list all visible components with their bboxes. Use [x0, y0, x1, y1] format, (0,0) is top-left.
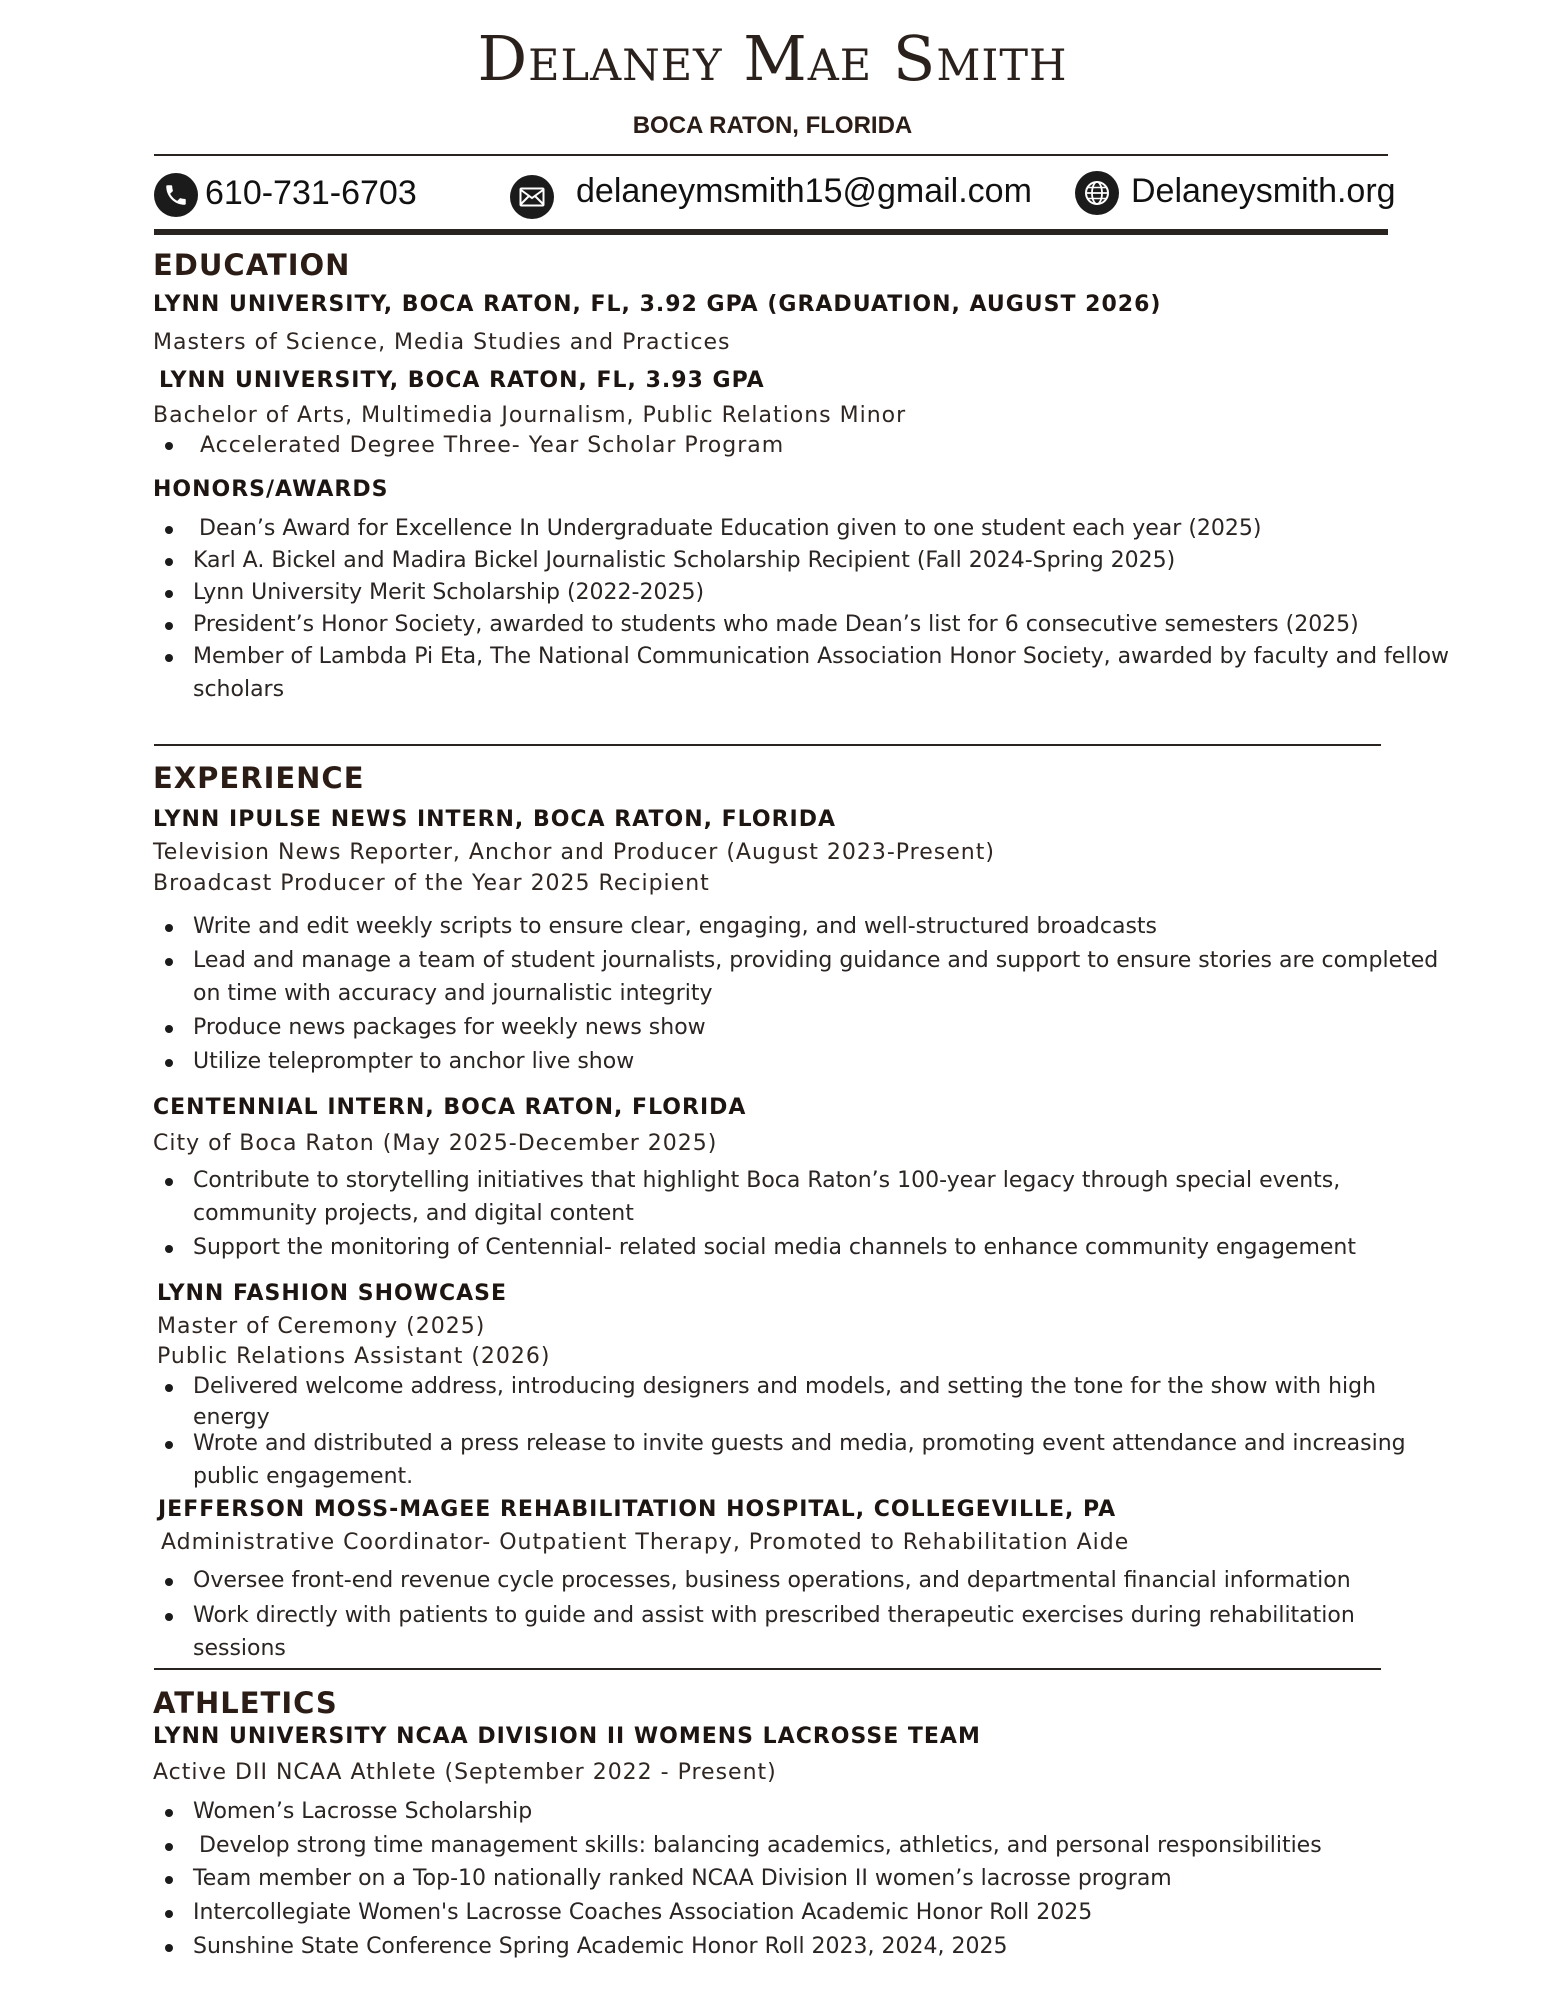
education-bullet: Accelerated Degree Three- Year Scholar Program — [200, 433, 785, 458]
list-item: Member of Lambda Pi Eta, The National Communication Association Honor Society, awarded by faculty and fellow — [193, 644, 1450, 669]
list-item-continued: scholars — [193, 677, 285, 702]
section-heading-honors: HONORS/AWARDS — [153, 477, 389, 502]
divider — [154, 744, 1381, 746]
job-role: Television News Reporter, Anchor and Producer (August 2023-Present) — [153, 840, 995, 865]
list-item: Intercollegiate Women's Lacrosse Coaches Association Academic Honor Roll 2025 — [193, 1900, 1093, 1925]
list-item: Karl A. Bickel and Madira Bickel Journalistic Scholarship Recipient (Fall 2024-Spring 2025) — [193, 548, 1176, 573]
section-heading-education: EDUCATION — [153, 248, 351, 282]
bullet-icon — [165, 654, 173, 662]
bullet-icon — [165, 1384, 173, 1392]
list-item: Women’s Lacrosse Scholarship — [193, 1799, 533, 1824]
list-item: Lead and manage a team of student journalists, providing guidance and support to ensure stories are completed — [193, 948, 1439, 973]
list-item: Work directly with patients to guide and assist with prescribed therapeutic exercises during rehabilitation — [193, 1603, 1355, 1628]
bullet-icon — [165, 924, 173, 932]
job-role: Master of Ceremony (2025) — [157, 1314, 486, 1339]
list-item: Develop strong time management skills: balancing academics, athletics, and personal responsibilities — [199, 1833, 1322, 1858]
job-role: City of Boca Raton (May 2025-December 2025) — [153, 1131, 718, 1156]
section-heading-experience: EXPERIENCE — [153, 761, 365, 795]
list-item-continued: public engagement. — [193, 1464, 414, 1489]
bullet-icon — [165, 558, 173, 566]
email-icon — [510, 175, 554, 219]
globe-icon — [1075, 171, 1119, 215]
list-item: Produce news packages for weekly news show — [193, 1015, 706, 1040]
education-title: LYNN UNIVERSITY, BOCA RATON, FL, 3.93 GPA — [159, 368, 765, 393]
divider — [154, 229, 1388, 235]
job-title: LYNN FASHION SHOWCASE — [157, 1281, 508, 1306]
education-degree: Masters of Science, Media Studies and Practices — [153, 330, 731, 355]
list-item: Support the monitoring of Centennial- related social media channels to enhance community engagement — [193, 1235, 1356, 1260]
list-item: Sunshine State Conference Spring Academic Honor Roll 2023, 2024, 2025 — [193, 1934, 1008, 1959]
website-link[interactable]: Delaneysmith.org — [1131, 172, 1396, 210]
bullet-icon — [165, 1843, 173, 1851]
bullet-icon — [165, 1441, 173, 1449]
list-item: Delivered welcome address, introducing designers and models, and setting the tone for the show with high — [193, 1374, 1377, 1399]
bullet-icon — [165, 1944, 173, 1952]
bullet-icon — [165, 526, 173, 534]
bullet-icon — [165, 1910, 173, 1918]
list-item: Dean’s Award for Excellence In Undergraduate Education given to one student each year (2025) — [199, 516, 1262, 541]
list-item: Utilize teleprompter to anchor live show — [193, 1049, 635, 1074]
bullet-icon — [165, 1025, 173, 1033]
list-item: Team member on a Top-10 nationally ranked NCAA Division II women’s lacrosse program — [193, 1866, 1172, 1891]
list-item-continued: energy — [193, 1405, 270, 1430]
bullet-icon — [165, 590, 173, 598]
phone-number[interactable]: 610-731-6703 — [205, 174, 417, 212]
bullet-icon — [165, 1613, 173, 1621]
bullet-icon — [165, 1876, 173, 1884]
divider — [154, 1668, 1381, 1670]
job-role: Public Relations Assistant (2026) — [157, 1344, 551, 1369]
list-item: Oversee front-end revenue cycle processes, business operations, and departmental financial information — [193, 1568, 1351, 1593]
resume-name: Delaney Mae Smith — [477, 22, 1068, 95]
section-heading-athletics: ATHLETICS — [153, 1686, 338, 1720]
email-address[interactable]: delaneymsmith15@gmail.com — [576, 172, 1032, 210]
location: BOCA RATON, FLORIDA — [632, 112, 913, 139]
job-title: LYNN IPULSE NEWS INTERN, BOCA RATON, FLORIDA — [153, 807, 837, 832]
list-item: Contribute to storytelling initiatives that highlight Boca Raton’s 100-year legacy through special events, — [193, 1168, 1341, 1193]
list-item: Write and edit weekly scripts to ensure clear, engaging, and well-structured broadcasts — [193, 914, 1158, 939]
divider — [154, 154, 1388, 156]
athlete-role: Active DII NCAA Athlete (September 2022 - Present) — [153, 1760, 777, 1785]
bullet-icon — [165, 1578, 173, 1586]
list-item: President’s Honor Society, awarded to students who made Dean’s list for 6 consecutive semesters (2025) — [193, 612, 1359, 637]
bullet-icon — [165, 442, 173, 450]
bullet-icon — [165, 1245, 173, 1253]
job-role: Administrative Coordinator- Outpatient Therapy, Promoted to Rehabilitation Aide — [161, 1530, 1130, 1555]
list-item: Wrote and distributed a press release to invite guests and media, promoting event attendance and increasing — [193, 1431, 1406, 1456]
bullet-icon — [165, 1059, 173, 1067]
job-title: CENTENNIAL INTERN, BOCA RATON, FLORIDA — [153, 1095, 747, 1120]
education-title: LYNN UNIVERSITY, BOCA RATON, FL, 3.92 GPA (GRADUATION, AUGUST 2026) — [153, 292, 1162, 317]
list-item-continued: on time with accuracy and journalistic integrity — [193, 981, 713, 1006]
phone-icon — [154, 173, 198, 217]
education-degree: Bachelor of Arts, Multimedia Journalism, Public Relations Minor — [153, 403, 907, 428]
bullet-icon — [165, 622, 173, 630]
bullet-icon — [165, 958, 173, 966]
job-title: JEFFERSON MOSS-MAGEE REHABILITATION HOSPITAL, COLLEGEVILLE, PA — [158, 1497, 1117, 1522]
team-title: LYNN UNIVERSITY NCAA DIVISION II WOMENS LACROSSE TEAM — [153, 1724, 981, 1749]
job-role: Broadcast Producer of the Year 2025 Recipient — [153, 871, 710, 896]
list-item-continued: sessions — [193, 1636, 286, 1661]
bullet-icon — [165, 1809, 173, 1817]
bullet-icon — [165, 1178, 173, 1186]
list-item-continued: community projects, and digital content — [193, 1201, 634, 1226]
list-item: Lynn University Merit Scholarship (2022-2025) — [193, 580, 705, 605]
